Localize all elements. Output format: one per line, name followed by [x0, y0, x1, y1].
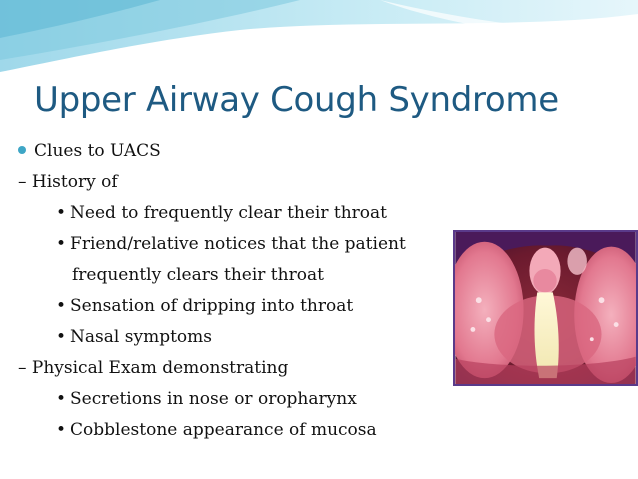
bullet-text: Sensation of dripping into throat: [70, 296, 354, 316]
dot-marker: •: [56, 420, 67, 440]
bullet-item: [18, 169, 458, 200]
bullet-item: [18, 324, 458, 355]
bullet-list: [18, 138, 458, 448]
bullet-text: Nasal symptoms: [70, 327, 212, 347]
bullet-item: [18, 386, 458, 417]
slide-title: Upper Airway Cough Syndrome: [34, 80, 559, 120]
throat-photo: [453, 230, 638, 386]
dot-marker: •: [56, 234, 67, 254]
bullet-text: Secretions in nose or oropharynx: [70, 389, 357, 409]
bullet-text: Cobblestone appearance of mucosa: [70, 420, 377, 440]
bullet-text: Friend/relative notices that the patient: [70, 234, 406, 254]
bullet-item: [18, 417, 458, 448]
dot-marker: •: [56, 389, 67, 409]
dash-marker: –: [18, 358, 27, 378]
bullet-item: [18, 231, 458, 262]
bullet-item: [18, 355, 458, 386]
bullet-item: [18, 138, 458, 169]
bullet-text: Clues to UACS: [34, 141, 161, 161]
bullet-continuation: [18, 262, 458, 293]
dot-marker: •: [56, 296, 67, 316]
bullet-item: [18, 293, 458, 324]
bullet-item: [18, 200, 458, 231]
bullet-text: Need to frequently clear their throat: [70, 203, 387, 223]
circle-bullet-icon: [18, 146, 26, 154]
bullet-text: Physical Exam demonstrating: [31, 358, 289, 378]
dot-marker: •: [56, 327, 67, 347]
dash-marker: –: [18, 172, 27, 192]
header-swoosh-decoration: [0, 0, 638, 80]
bullet-text: frequently clears their throat: [72, 265, 324, 285]
throat-image: [455, 232, 636, 384]
bullet-text: History of: [31, 172, 118, 192]
dot-marker: •: [56, 203, 67, 223]
